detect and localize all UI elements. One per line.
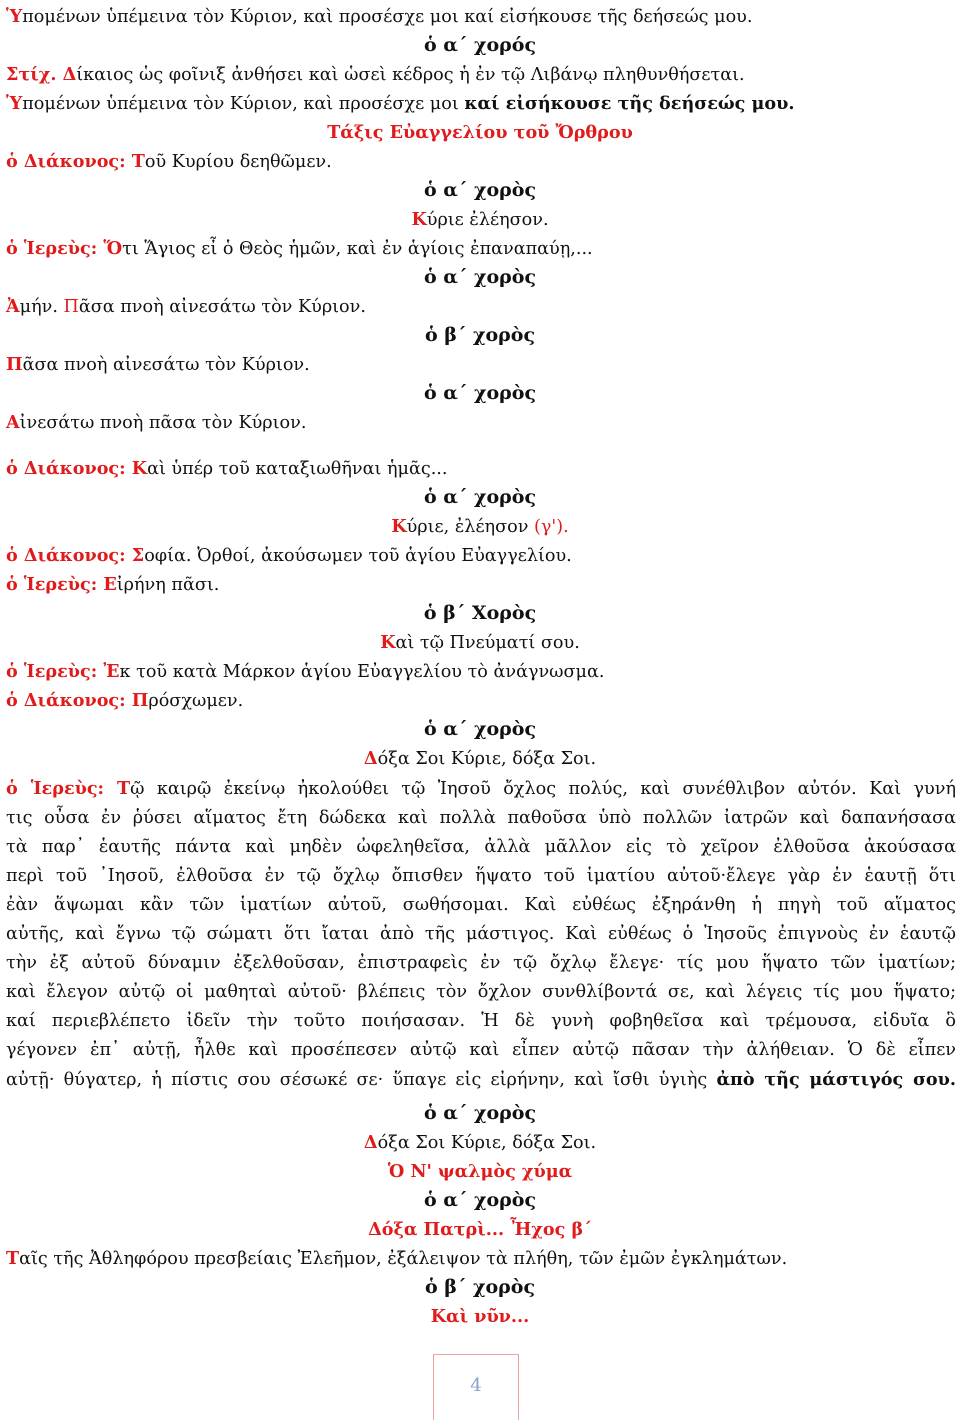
hymn-heading-text: Καὶ νῦν... bbox=[430, 1306, 530, 1327]
choir-label-text: ὁ α΄ χορὸς bbox=[423, 1102, 537, 1124]
choir-label-text: ὁ β΄ χορὸς bbox=[424, 324, 536, 346]
choir-label-text: ὁ α΄ χορὸς bbox=[423, 179, 537, 201]
text-line bbox=[6, 292, 952, 322]
gospel-line bbox=[6, 978, 956, 1007]
text-fragment: Κ bbox=[380, 632, 396, 653]
text-fragment: Κ bbox=[391, 516, 407, 537]
text-fragment: όξα Σοι Κύριε, δόξα Σοι. bbox=[377, 1133, 597, 1153]
text-fragment: καί εἰσήκουσε τῆς δεήσεώς μου. bbox=[464, 93, 795, 114]
text-fragment: μήν. bbox=[19, 297, 64, 317]
speaker-label: ὁ Ἱερεὺς: Τ bbox=[6, 778, 131, 799]
choir-label-text: ὁ α΄ χορὸς bbox=[423, 486, 537, 508]
gospel-line bbox=[6, 891, 956, 920]
text-fragment: ὁ Ἱερεὺς: Ὅ bbox=[6, 238, 123, 259]
choir-label bbox=[0, 321, 960, 350]
text-line bbox=[6, 1244, 952, 1274]
gospel-line bbox=[6, 833, 956, 862]
gospel-text: γέγονεν ἐπ᾽ αὐτῇ, ἦλθε καὶ προσέπεσεν αὐτῷ καὶ εἶπεν αὐτῷ πᾶσαν τὴν ἀλήθειαν. Ὁ δὲ εἶπεν bbox=[6, 1040, 956, 1060]
text-fragment: πομένων ὑπέμεινα τὸν Κύριον, καὶ προσέσχε μοι καί εἰσήκουσε τῆς δεήσεώς μου. bbox=[22, 7, 753, 27]
text-line bbox=[6, 541, 952, 571]
text-fragment: ρόσχωμεν. bbox=[148, 691, 244, 711]
text-fragment: ίκαιος ὡς φοῖνιξ ἀνθήσει καὶ ὡσεὶ κέδρος ἡ ἐν τῷ Λιβάνῳ πληθυνθήσεται. bbox=[76, 65, 745, 85]
text-fragment: Π bbox=[6, 354, 23, 375]
text-line bbox=[0, 205, 960, 235]
gospel-ending: ἀπὸ τῆς μάστιγός σου. bbox=[716, 1069, 956, 1090]
choir-label bbox=[0, 599, 960, 628]
text-line bbox=[6, 570, 952, 600]
gospel-text: τις οὖσα ἐν ῥύσει αἵματος ἔτη δώδεκα καὶ πολλὰ παθοῦσα ὑπὸ πολλῶν ἰατρῶν καὶ δαπανήσασα bbox=[6, 808, 956, 828]
text-fragment: αὶ ὑπέρ τοῦ καταξιωθῆναι ἡμᾶς... bbox=[147, 459, 448, 479]
text-line bbox=[6, 686, 952, 716]
choir-label bbox=[0, 176, 960, 205]
text-line bbox=[0, 512, 960, 542]
text-fragment: ὁ Διάκονος: Σ bbox=[6, 545, 145, 566]
text-fragment: ὁ Ἱερεὺς: Ε bbox=[6, 574, 117, 595]
text-fragment: (γ'). bbox=[533, 517, 569, 537]
text-line bbox=[6, 60, 952, 90]
text-line bbox=[6, 454, 952, 484]
choir-label-text: ὁ α΄ χορὸς bbox=[423, 1189, 537, 1211]
text-fragment: ύριε ἐλέησον. bbox=[426, 210, 549, 230]
text-fragment: Α bbox=[6, 412, 20, 433]
text-line bbox=[6, 147, 952, 177]
text-fragment: ᾶσα πνοὴ αἰνεσάτω τὸν Κύριον. bbox=[78, 297, 366, 317]
choir-label-text: ὁ β΄ χορὸς bbox=[424, 1276, 536, 1298]
choir-label-text: ὁ α΄ χορός bbox=[423, 34, 537, 56]
text-line bbox=[0, 744, 960, 774]
text-line bbox=[6, 408, 952, 438]
text-fragment: Στίχ. Δ bbox=[6, 64, 77, 85]
gospel-line bbox=[6, 804, 956, 833]
gospel-line bbox=[6, 949, 956, 978]
text-line bbox=[6, 350, 952, 380]
text-fragment: ὁ Διάκονος: Κ bbox=[6, 458, 148, 479]
choir-label bbox=[0, 715, 960, 744]
section-heading bbox=[0, 118, 960, 147]
choir-label-text: ὁ β΄ Χορὸς bbox=[423, 602, 537, 624]
choir-label-text: ὁ α΄ χορὸς bbox=[423, 266, 537, 288]
section-heading bbox=[0, 1157, 960, 1186]
gospel-line bbox=[6, 862, 956, 891]
text-line bbox=[6, 89, 952, 119]
text-fragment: ὁ Ἱερεὺς: Ἐ bbox=[6, 661, 120, 682]
gospel-line bbox=[6, 1007, 956, 1036]
hymn-heading-text: Δόξα Πατρὶ... Ἦχος β΄ bbox=[368, 1219, 592, 1240]
text-line bbox=[0, 1128, 960, 1158]
text-fragment: ᾶσα πνοὴ αἰνεσάτω τὸν Κύριον. bbox=[22, 355, 310, 375]
gospel-text: τὰ παρ᾽ ἑαυτῆς πάντα καὶ μηδὲν ὠφεληθεῖσα, ἀλλὰ μᾶλλον εἰς τὸ χεῖρον ἐλθοῦσα ἀκούσασα bbox=[6, 837, 956, 857]
text-fragment: αῖς τῆς Ἀθληφόρου πρεσβείαις Ἐλεῆμον, ἐξάλειψον τὰ πλήθη, τῶν ἐμῶν ἐγκλημάτων. bbox=[19, 1249, 788, 1269]
text-fragment: οῦ Κυρίου δεηθῶμεν. bbox=[144, 152, 332, 172]
page-number-box bbox=[433, 1354, 519, 1420]
gospel-text: περὶ τοῦ ᾽Ιησοῦ, ἐλθοῦσα ἐν τῷ ὄχλῳ ὄπισθεν ἥψατο τοῦ ἱματίου αὐτοῦ·ἔλεγε γὰρ ἐν ἑαυτῇ ὅτι bbox=[6, 866, 956, 886]
text-line bbox=[6, 234, 952, 264]
page-number: 4 bbox=[470, 1375, 482, 1396]
text-fragment: πομένων ὑπέμεινα τὸν Κύριον, καὶ προσέσχε μοι bbox=[22, 94, 465, 114]
text-fragment: Ἀ bbox=[6, 296, 20, 317]
gospel-line bbox=[6, 774, 956, 804]
text-fragment: ὁ Διάκονος: Π bbox=[6, 690, 149, 711]
text-fragment: αὶ τῷ Πνεύματί σου. bbox=[395, 633, 580, 653]
text-fragment: Δ bbox=[363, 1132, 378, 1153]
text-fragment: Ὑ bbox=[6, 93, 23, 114]
text-fragment: Τ bbox=[6, 1248, 20, 1269]
text-fragment: όξα Σοι Κύριε, δόξα Σοι. bbox=[377, 749, 597, 769]
text-fragment: Δ bbox=[363, 748, 378, 769]
gospel-paragraph bbox=[6, 774, 956, 1095]
choir-label bbox=[0, 379, 960, 408]
section-heading-text: Ὁ Ν' ψαλμὸς χύμα bbox=[387, 1161, 573, 1182]
gospel-line bbox=[6, 1036, 956, 1065]
text-fragment: ύριε, ἐλέησον bbox=[406, 517, 534, 537]
hymn-heading bbox=[0, 1215, 960, 1244]
text-fragment: Π bbox=[63, 297, 79, 317]
text-fragment: οφία. Ὀρθοί, ἀκούσωμεν τοῦ ἁγίου Εὐαγγελίου. bbox=[144, 546, 572, 566]
text-fragment: ἰρήνη πᾶσι. bbox=[116, 575, 220, 595]
text-fragment: τι Ἅγιος εἶ ὁ Θεὸς ἡμῶν, καὶ ἐν ἁγίοις ἐπαναπαύῃ,... bbox=[122, 239, 593, 259]
text-line bbox=[6, 2, 952, 32]
text-fragment: ὁ Διάκονος: Τ bbox=[6, 151, 145, 172]
choir-label bbox=[0, 263, 960, 292]
text-fragment: κ τοῦ κατὰ Μάρκον ἁγίου Εὐαγγελίου τὸ ἀνάγνωσμα. bbox=[119, 662, 605, 682]
choir-label-text: ὁ α΄ χορὸς bbox=[423, 382, 537, 404]
gospel-text: καὶ ἔλεγον αὐτῷ οἱ μαθηταὶ αὐτοῦ· βλέπεις τὸν ὄχλον συνθλίβοντά σε, καὶ λέγεις τίς μου ἥψατο; bbox=[6, 982, 956, 1002]
gospel-text: ῷ καιρῷ ἐκείνῳ ἠκολούθει τῷ Ἰησοῦ ὄχλος πολύς, καὶ συνέθλιβον αὐτόν. Καὶ γυνή bbox=[130, 779, 956, 799]
choir-label bbox=[0, 31, 960, 60]
choir-label bbox=[0, 1273, 960, 1302]
text-fragment: ἰνεσάτω πνοὴ πᾶσα τὸν Κύριον. bbox=[19, 413, 307, 433]
choir-label-text: ὁ α΄ χορὸς bbox=[423, 718, 537, 740]
gospel-line bbox=[6, 920, 956, 949]
text-fragment: Κ bbox=[411, 209, 427, 230]
gospel-text: αὐτῇ· θύγατερ, ἡ πίστις σου σέσωκέ σε· ὕπαγε εἰς εἰρήνην, καὶ ἴσθι ὑγιὴς bbox=[6, 1070, 717, 1090]
gospel-text: αὐτῆς, καὶ ἔγνω τῷ σώματι ὅτι ἴαται ἀπὸ τῆς μάστιγος. Καὶ εὐθέως ὁ Ἰησοῦς ἐπιγνοὺς ἐν ἑαυτῷ bbox=[6, 924, 956, 944]
hymn-heading bbox=[0, 1302, 960, 1331]
gospel-line bbox=[6, 1065, 956, 1095]
choir-label bbox=[0, 483, 960, 512]
section-heading-text: Τάξις Εὐαγγελίου τοῦ Ὄρθρου bbox=[327, 122, 633, 143]
text-fragment: Ὑ bbox=[6, 6, 23, 27]
gospel-text: καί περιεβλέπετο ἰδεῖν τὴν τοῦτο ποιήσασαν. Ἡ δὲ γυνὴ φοβηθεῖσα καὶ τρέμουσα, εἰδυῖα ὃ bbox=[6, 1011, 956, 1031]
gospel-text: τὴν ἐξ αὐτοῦ δύναμιν ἐξελθοῦσαν, ἐπιστραφεὶς ἐν τῷ ὄχλῳ ἔλεγε· τίς μου ἥψατο τῶν ἱματίων; bbox=[6, 953, 956, 973]
gospel-text: ἐὰν ἅψωμαι κἂν τῶν ἱματίων αὐτοῦ, σωθήσομαι. Καὶ εὐθέως ἐξηράνθη ἡ πηγὴ τοῦ αἵματος bbox=[6, 895, 956, 915]
choir-label bbox=[0, 1186, 960, 1215]
text-line bbox=[0, 628, 960, 658]
text-line bbox=[6, 657, 952, 687]
choir-label bbox=[0, 1099, 960, 1128]
